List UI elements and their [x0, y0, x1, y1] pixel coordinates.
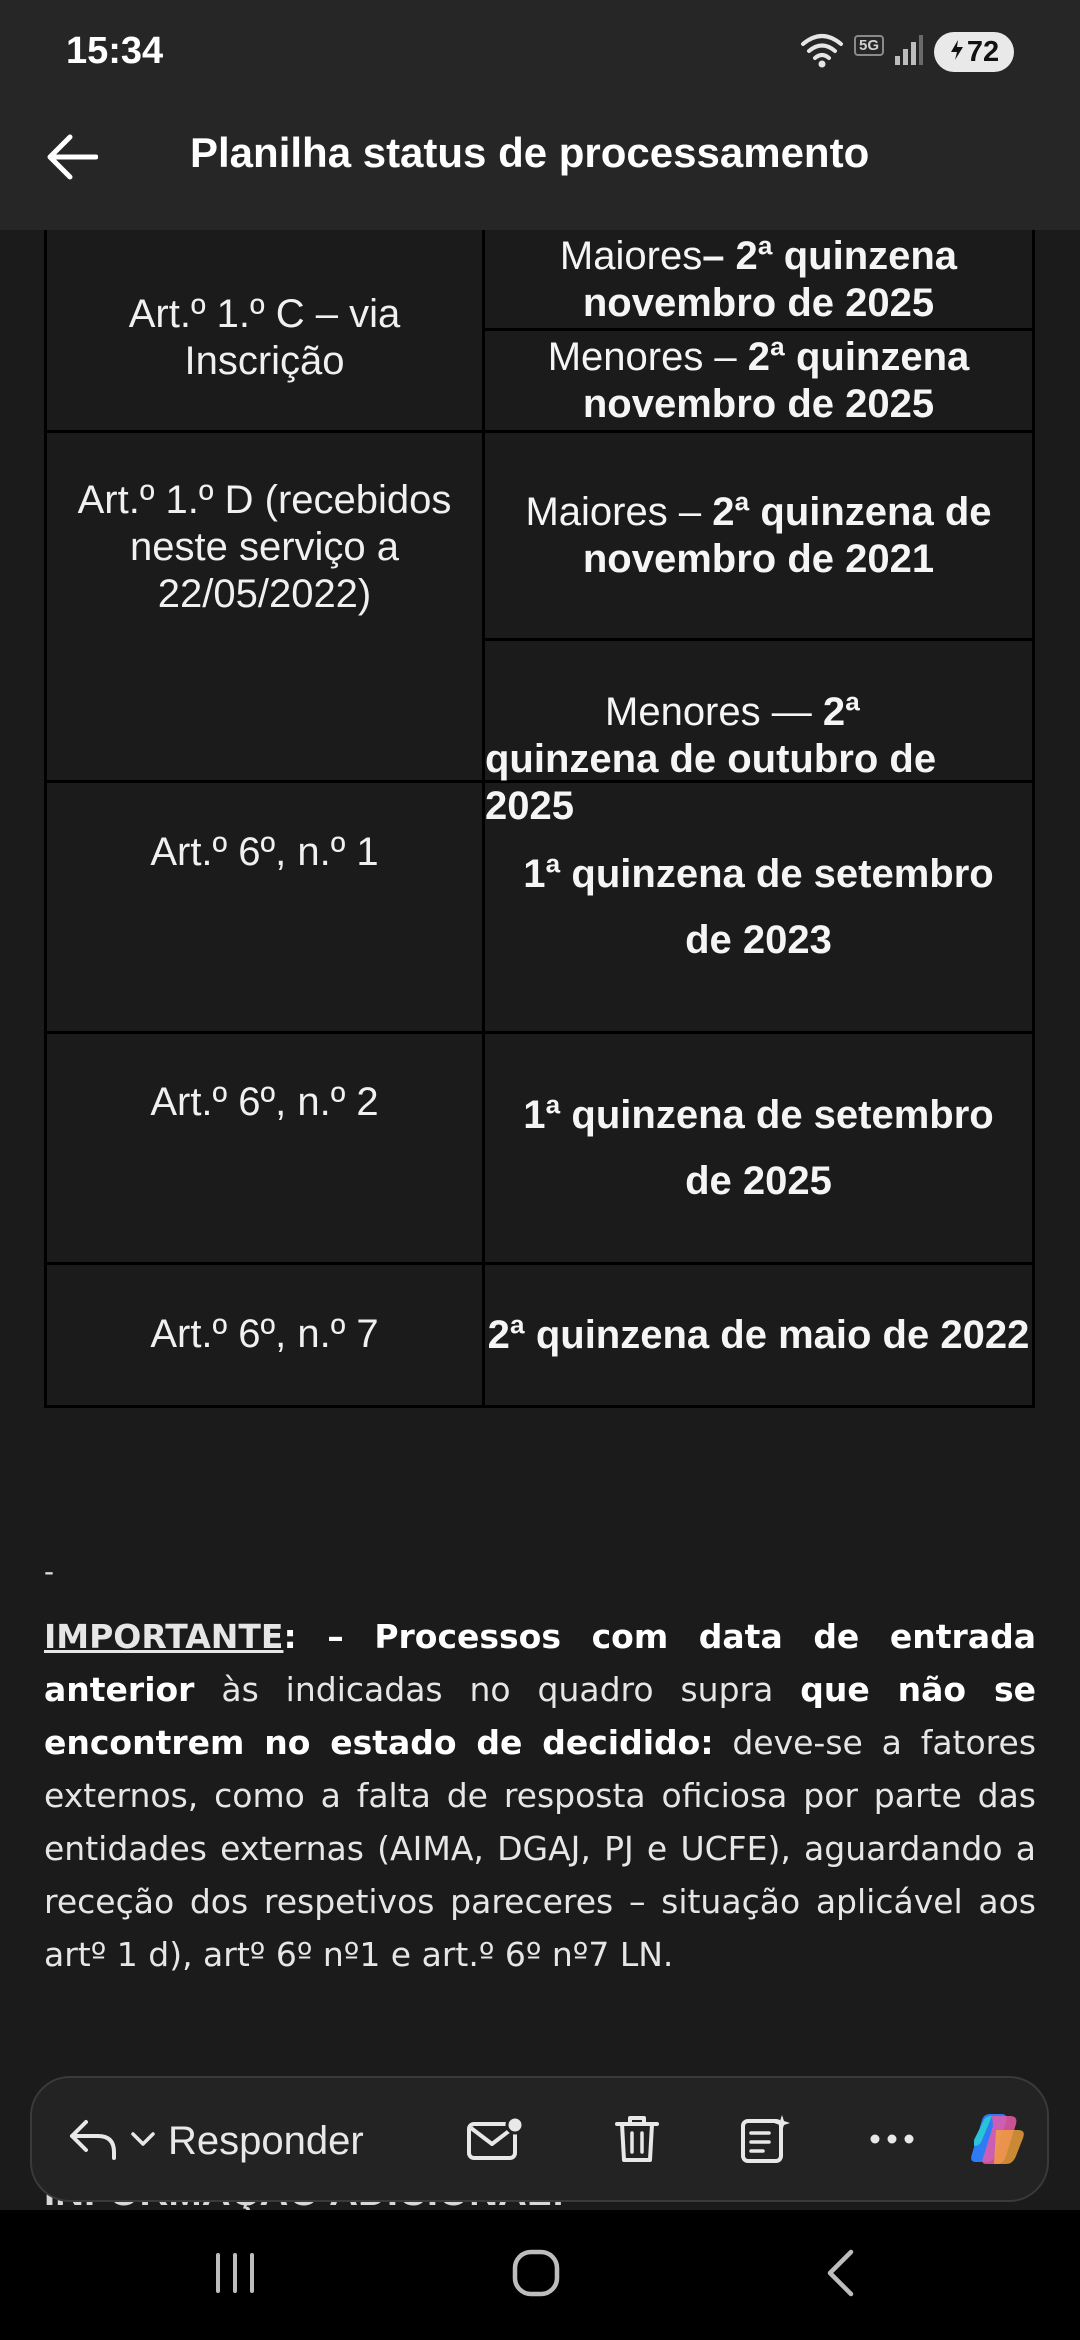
status-bar [0, 0, 1080, 105]
more-icon [869, 2132, 915, 2150]
table-cell [485, 783, 1032, 1031]
note-text-2: deve-se a fatores externos, como a falta de resposta oficiosa por parte das entidades externas (AIMA, DGAJ, PJ e UCFE), aguardando a receção dos respetivos pareceres – situação aplicável aos artº 1 d), artº 6º nº1 e art.º 6º nº7 LN. [44, 1723, 1037, 1974]
reply-label: Responder [168, 2118, 364, 2163]
note-bold-1: : – Processos com data de entrada anterior [44, 1617, 1036, 1709]
table-cell [485, 1265, 1032, 1405]
delete-button[interactable] [592, 2078, 682, 2204]
cell-value: 2ª quinzena de maio de 2022 [487, 1312, 1030, 1357]
back-icon [825, 2249, 855, 2302]
reply-icon [68, 2118, 118, 2165]
cell-prefix: Menores — [605, 690, 812, 734]
status-table [44, 230, 1035, 1408]
back-button[interactable] [40, 127, 104, 191]
battery-saver-icon [949, 36, 965, 69]
home-button[interactable] [476, 2210, 596, 2340]
action-bar [30, 2076, 1049, 2202]
trash-icon [614, 2114, 660, 2169]
important-note [44, 1610, 1036, 1981]
cell-value: – 2ª quinzena novembro de 2025 [582, 233, 958, 325]
copilot-button[interactable] [952, 2078, 1042, 2204]
recent-apps-icon [213, 2253, 257, 2298]
arrow-left-icon [46, 134, 98, 185]
table-cell [485, 230, 1032, 328]
separator-dash: - [44, 1555, 54, 1588]
cell-value: 2ª quinzena novembro de 2025 [582, 334, 970, 426]
app-bar [0, 105, 1080, 230]
table-row [47, 230, 1032, 433]
note-label: IMPORTANTE [44, 1617, 284, 1656]
table-row [47, 1265, 1032, 1405]
page-title: Planilha status de processamento [190, 129, 870, 176]
row-label: Art.º 6º, n.º 7 [47, 1265, 485, 1405]
cell-prefix: Maiores – [525, 489, 713, 534]
battery-level: 72 [966, 35, 1000, 68]
table-cell [485, 1034, 1032, 1262]
signal-icon [894, 34, 924, 71]
row-label: Art.º 1.º D (recebidos neste serviço a 22/05/2022) [47, 433, 485, 780]
table-row [47, 783, 1032, 1034]
home-icon [511, 2248, 561, 2303]
cell-prefix: Menores – [547, 334, 737, 379]
network-type-badge: 5G [854, 35, 884, 56]
system-navigation-bar [0, 2210, 1080, 2340]
battery-indicator [934, 32, 1014, 72]
table-row [47, 433, 1032, 828]
cell-value: 1ª quinzena de setembro de 2023 [523, 852, 994, 962]
table-row [47, 1034, 1032, 1265]
note-text-1: às indicadas no quadro supra [194, 1670, 801, 1709]
copilot-icon [966, 2110, 1028, 2173]
row-label: Art.º 1.º C – via Inscrição [47, 230, 485, 430]
note-bold-2: que não se encontrem no estado de decidido: [44, 1670, 1036, 1762]
row-label: Art.º 6º, n.º 1 [47, 783, 485, 1031]
mark-unread-icon [466, 2116, 524, 2167]
mark-unread-button[interactable] [450, 2078, 540, 2204]
summarize-icon [739, 2113, 791, 2170]
cell-value: 1ª quinzena de setembro de 2025 [523, 1093, 994, 1203]
nav-back-button[interactable] [780, 2210, 900, 2340]
cell-value: 2ª quinzena de novembro de 2021 [582, 489, 992, 581]
cell-prefix: Maiores [559, 233, 703, 278]
table-cell [485, 328, 1032, 430]
summarize-button[interactable] [720, 2078, 810, 2204]
table-cell [485, 433, 1032, 638]
status-icons [800, 30, 1014, 74]
status-time: 15:34 [66, 30, 164, 72]
table-cell [485, 638, 1032, 828]
more-button[interactable] [847, 2078, 937, 2204]
recent-apps-button[interactable] [175, 2210, 295, 2340]
email-body[interactable] [0, 230, 1080, 2210]
cell-value: 2ª quinzena de outubro de 2025 [485, 690, 937, 828]
chevron-down-icon[interactable] [130, 2130, 156, 2153]
reply-button[interactable] [68, 2078, 398, 2204]
wifi-icon [800, 32, 844, 73]
row-label: Art.º 6º, n.º 2 [47, 1034, 485, 1262]
